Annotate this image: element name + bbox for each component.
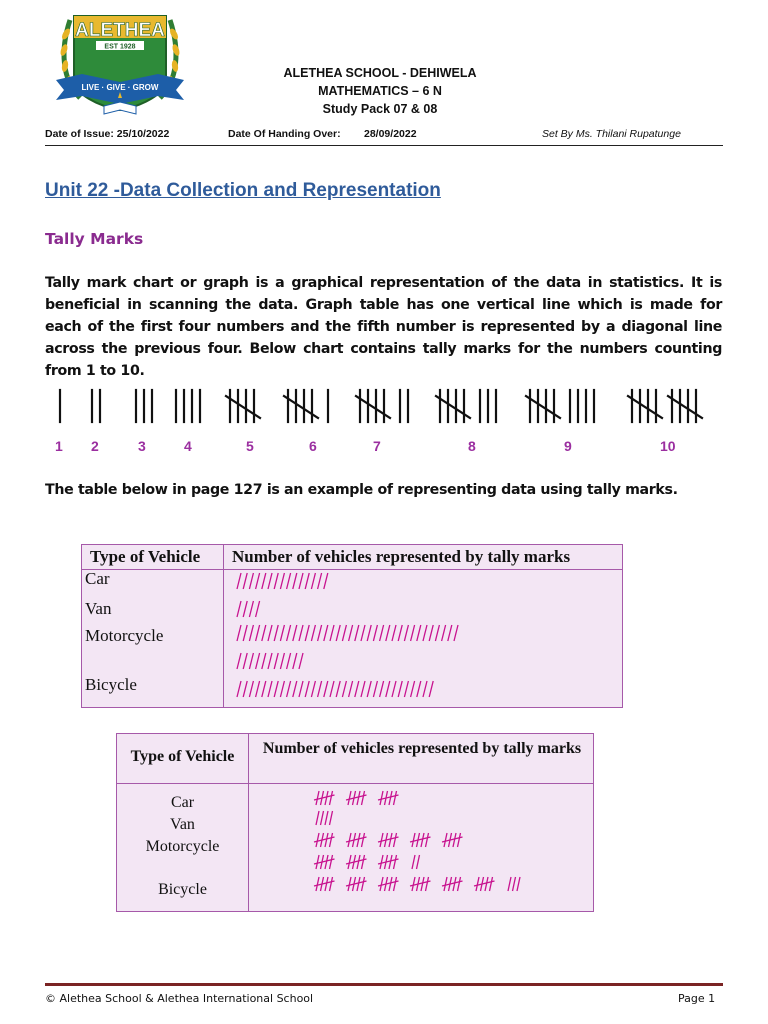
tally-stroke (330, 855, 333, 869)
column-divider (223, 545, 224, 707)
tally-stroke (426, 833, 429, 847)
tally-stroke (325, 877, 328, 891)
tally-number-10: 10 (660, 438, 676, 454)
tally-stroke (389, 855, 392, 869)
tally-stroke (330, 791, 333, 805)
tally-stroke (367, 625, 371, 641)
tally-stroke (268, 625, 272, 641)
tally-stroke (394, 791, 397, 805)
tally-stroke (325, 791, 328, 805)
column-header-type: Type of Vehicle (130, 748, 235, 765)
tally-stroke (357, 833, 360, 847)
tally-stroke (342, 681, 346, 697)
tally-stroke (349, 681, 353, 697)
tally-stroke (243, 625, 247, 641)
tally-number-3: 3 (138, 438, 146, 454)
table-intro: The table below in page 127 is an example of representing data using tally marks. (45, 482, 678, 498)
tally-stroke (349, 625, 353, 641)
tally-stroke (243, 573, 247, 589)
tally-stroke (237, 653, 241, 669)
tally-stroke (287, 573, 291, 589)
tally-stroke (389, 877, 392, 891)
tally-stroke (386, 681, 390, 697)
tally-stroke (318, 573, 322, 589)
tally-stroke (411, 681, 415, 697)
tally-stroke (262, 653, 266, 669)
tally-stroke (404, 625, 408, 641)
tally-stroke (342, 625, 346, 641)
school-name: ALETHEA SCHOOL - DEHIWELA (283, 66, 477, 80)
tally-stroke (435, 625, 439, 641)
unit-title: Unit 22 -Data Collection and Representation (45, 180, 441, 201)
tally-stroke (262, 573, 266, 589)
tally-stroke (316, 855, 319, 869)
column-header-count: Number of vehicles represented by tally marks (232, 547, 571, 566)
tally-stroke (262, 681, 266, 697)
tally-stroke (490, 877, 493, 891)
row-label-bicycle: Bicycle (85, 675, 137, 694)
tally-stroke (362, 855, 365, 869)
tally-stroke (380, 791, 383, 805)
tally-stroke (287, 625, 291, 641)
tally-stroke (398, 681, 402, 697)
tally-stroke (280, 573, 284, 589)
tally-stroke (386, 625, 390, 641)
set-by: Set By Ms. Thilani Rupatunge (542, 128, 681, 140)
tally-stroke (305, 625, 309, 641)
tally-stroke (412, 833, 415, 847)
logo-est: EST 1928 (104, 43, 136, 51)
tally-stroke (357, 791, 360, 805)
tally-stroke (274, 573, 278, 589)
tally-stroke (256, 625, 260, 641)
footer-divider (45, 983, 723, 986)
logo-motto: LIVE · GIVE · GROW (81, 83, 159, 92)
school-header (230, 64, 530, 118)
tally-stroke (348, 855, 351, 869)
tally-stroke (325, 855, 328, 869)
tally-stroke (348, 791, 351, 805)
tally-stroke (249, 625, 253, 641)
tally-stroke (362, 833, 365, 847)
tally-stroke (316, 791, 319, 805)
tally-stroke (268, 573, 272, 589)
tally-stroke (330, 877, 333, 891)
tally-stroke (305, 681, 309, 697)
table2-tally-marks (313, 786, 573, 910)
tally-stroke (330, 833, 333, 847)
tally-stroke (380, 625, 384, 641)
tally-stroke (355, 625, 359, 641)
tally-stroke (243, 681, 247, 697)
tally-stroke (274, 681, 278, 697)
header-divider (45, 145, 723, 146)
tally-stroke (357, 877, 360, 891)
tally-stroke (249, 653, 253, 669)
subject: MATHEMATICS – 6 N (318, 84, 442, 98)
tally-stroke (426, 877, 429, 891)
tally-stroke (262, 625, 266, 641)
tally-stroke (367, 681, 371, 697)
issue-date: Date of Issue: 25/10/2022 (45, 128, 170, 140)
tally-stroke (429, 625, 433, 641)
tally-stroke (392, 625, 396, 641)
tally-number-1: 1 (55, 438, 63, 454)
tally-stroke (336, 681, 340, 697)
tally-stroke (458, 877, 461, 891)
tally-stroke (442, 625, 446, 641)
tally-stroke (453, 877, 456, 891)
tally-stroke (299, 625, 303, 641)
row-label-car: Car (170, 794, 195, 811)
tally-stroke (243, 601, 247, 617)
tally-stroke (293, 625, 297, 641)
tally-stroke (330, 811, 333, 825)
page-number: Page 1 (678, 992, 716, 1005)
tally-stroke (485, 877, 488, 891)
tally-stroke (280, 681, 284, 697)
tally-stroke (380, 833, 383, 847)
tally-stroke (476, 877, 479, 891)
tally-stroke (325, 833, 328, 847)
tally-stroke (348, 877, 351, 891)
tally-stroke (373, 681, 377, 697)
tally-stroke (453, 833, 456, 847)
tally-stroke (316, 811, 319, 825)
section-title: Tally Marks (45, 230, 144, 248)
tally-stroke (324, 625, 328, 641)
tally-stroke (412, 877, 415, 891)
tally-stroke (380, 877, 383, 891)
tally-stroke (392, 681, 396, 697)
tally-number-4: 4 (184, 438, 192, 454)
row-label-van: Van (170, 816, 195, 833)
tally-stroke (362, 877, 365, 891)
study-pack: Study Pack 07 & 08 (322, 102, 438, 116)
tally-stroke (423, 625, 427, 641)
tally-stroke (305, 573, 309, 589)
tally-stroke (448, 625, 452, 641)
tally-stroke (389, 791, 392, 805)
tally-stroke (417, 625, 421, 641)
tally-stroke (444, 833, 447, 847)
tally-stroke (444, 877, 447, 891)
tally-stroke (311, 681, 315, 697)
tally-stroke (243, 653, 247, 669)
tally-stroke (361, 681, 365, 697)
tally-stroke (325, 811, 328, 825)
tally-stroke (336, 625, 340, 641)
handing-label: Date Of Handing Over: (228, 128, 341, 140)
tally-stroke (394, 877, 397, 891)
tally-stroke (268, 653, 272, 669)
tally-stroke (508, 877, 511, 891)
tally-stroke (357, 855, 360, 869)
vehicle-tally-table-1 (81, 544, 623, 708)
tally-stroke (316, 877, 319, 891)
tally-chart-1-to-10 (40, 384, 730, 434)
tally-stroke (249, 573, 253, 589)
row-label-car: Car (85, 569, 110, 588)
tally-stroke (280, 653, 284, 669)
tally-stroke (237, 681, 241, 697)
handing-date: 28/09/2022 (364, 128, 417, 140)
tally-stroke (398, 625, 402, 641)
tally-stroke (355, 681, 359, 697)
tally-stroke (380, 855, 383, 869)
footer-copyright: © Alethea School & Alethea International School (45, 992, 314, 1005)
tally-number-6: 6 (309, 438, 317, 454)
tally-stroke (311, 573, 315, 589)
intro-paragraph: Tally mark chart or graph is a graphical representation of the data in statistics. It is beneficial in scanning the data. Graph table has one vertical line which is made for each of the first four numbers and the fifth number is represented by a diagonal line across the previous four. Below chart contains tally marks for the numbers counting from 1 to 10. (45, 275, 722, 379)
table1-tally-marks (232, 569, 612, 705)
tally-stroke (513, 877, 516, 891)
tally-number-9: 9 (564, 438, 572, 454)
tally-stroke (389, 833, 392, 847)
tally-stroke (237, 625, 241, 641)
tally-stroke (423, 681, 427, 697)
tally-stroke (293, 681, 297, 697)
tally-stroke (299, 681, 303, 697)
tally-number-5: 5 (246, 438, 254, 454)
row-label-bicycle: Bicycle (158, 881, 207, 898)
row-label-motorcycle: Motorcycle (85, 626, 164, 645)
tally-stroke (299, 653, 303, 669)
tally-stroke (361, 625, 365, 641)
tally-stroke (417, 855, 420, 869)
tally-stroke (517, 877, 520, 891)
tally-stroke (412, 855, 415, 869)
tally-stroke (394, 833, 397, 847)
tally-stroke (373, 625, 377, 641)
tally-stroke (256, 601, 260, 617)
tally-stroke (287, 653, 291, 669)
tally-stroke (454, 625, 458, 641)
tally-stroke (274, 625, 278, 641)
tally-stroke (287, 681, 291, 697)
tally-stroke (411, 625, 415, 641)
row-label-van: Van (85, 599, 112, 618)
row-label-motorcycle: Motorcycle (145, 838, 220, 855)
tally-stroke (324, 681, 328, 697)
tally-stroke (256, 653, 260, 669)
tally-stroke (256, 573, 260, 589)
tally-stroke (330, 625, 334, 641)
tally-stroke (237, 601, 241, 617)
tally-stroke (318, 681, 322, 697)
tally-number-8: 8 (468, 438, 476, 454)
tally-stroke (311, 625, 315, 641)
tally-stroke (394, 855, 397, 869)
tally-number-2: 2 (91, 438, 99, 454)
tally-stroke (249, 601, 253, 617)
tally-number-7: 7 (373, 438, 381, 454)
tally-stroke (293, 573, 297, 589)
tally-stroke (404, 681, 408, 697)
tally-stroke (268, 681, 272, 697)
column-header-type: Type of Vehicle (90, 547, 201, 566)
vehicle-tally-table-2 (116, 733, 594, 912)
tally-stroke (274, 653, 278, 669)
tally-stroke (330, 681, 334, 697)
tally-stroke (429, 681, 433, 697)
tally-stroke (421, 833, 424, 847)
tally-stroke (318, 625, 322, 641)
column-header-count: Number of vehicles represented by tally marks (262, 740, 582, 757)
tally-stroke (237, 573, 241, 589)
tally-stroke (249, 681, 253, 697)
tally-stroke (316, 833, 319, 847)
tally-stroke (458, 833, 461, 847)
tally-stroke (280, 625, 284, 641)
tally-stroke (362, 791, 365, 805)
school-logo (52, 10, 188, 118)
logo-name: ALETHEA (75, 20, 165, 41)
tally-stroke (299, 573, 303, 589)
tally-stroke (348, 833, 351, 847)
column-divider (248, 734, 249, 911)
tally-stroke (256, 681, 260, 697)
tally-stroke (417, 681, 421, 697)
tally-stroke (324, 573, 328, 589)
tally-stroke (293, 653, 297, 669)
tally-stroke (321, 811, 324, 825)
tally-stroke (380, 681, 384, 697)
tally-stroke (421, 877, 424, 891)
